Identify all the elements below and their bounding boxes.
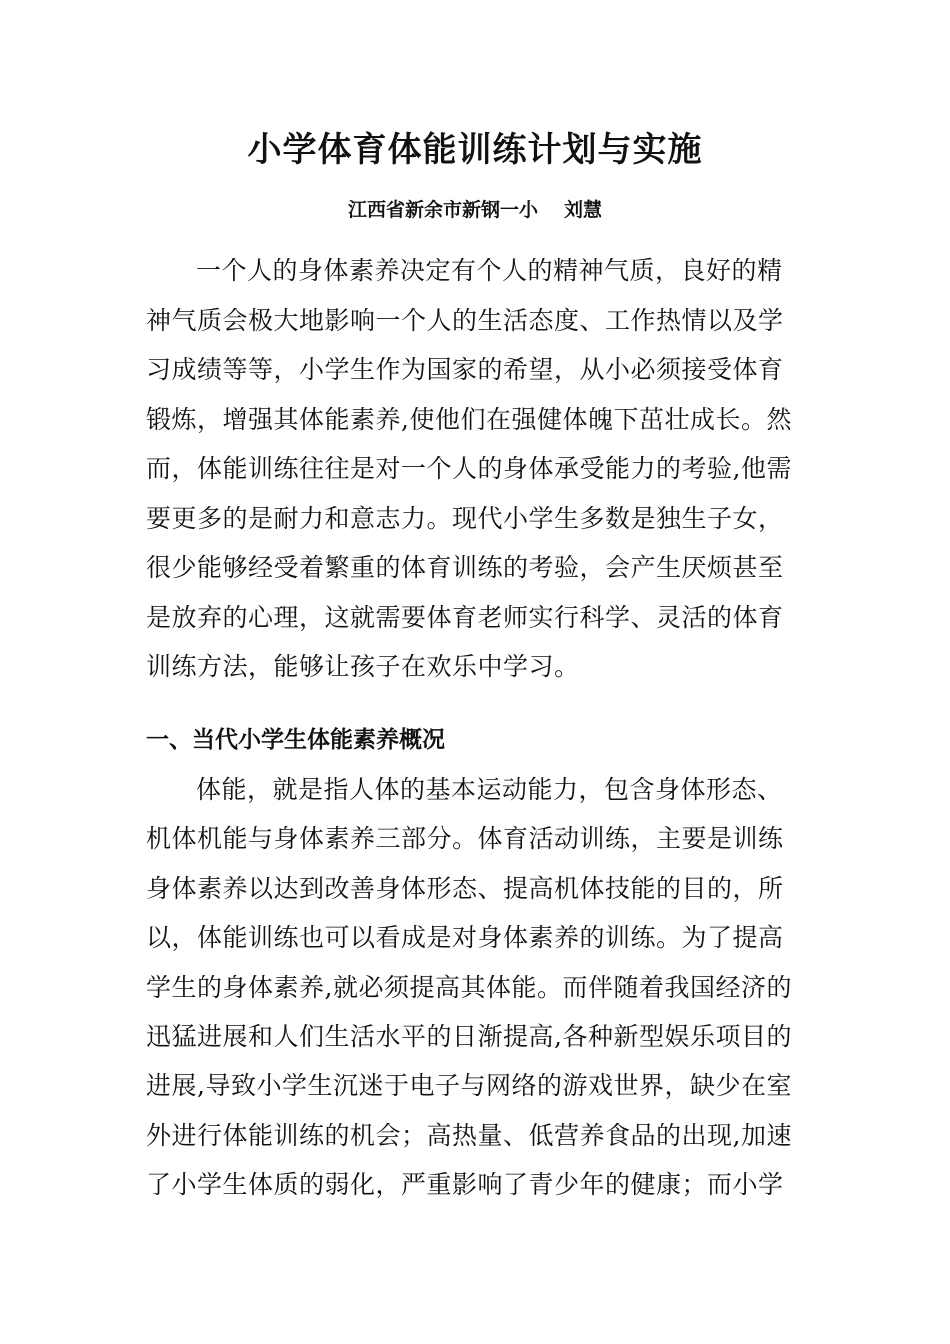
intro-line: 神气质会极大地影响一个人的生活态度、工作热情以及学: [146, 306, 784, 335]
intro-line: 是放弃的心理，这就需要体育老师实行科学、灵活的体育: [146, 603, 784, 632]
intro-line: 而，体能训练往往是对一个人的身体承受能力的考验,他需: [146, 454, 792, 483]
section-line: 以，体能训练也可以看成是对身体素养的训练。为了提高: [146, 923, 784, 952]
section-line: 体能，就是指人体的基本运动能力，包含身体形态、: [196, 775, 783, 804]
section-heading: 一、当代小学生体能素养概况: [146, 727, 445, 753]
section-line: 迅猛进展和人们生活水平的日渐提高,各种新型娱乐项目的: [146, 1022, 792, 1051]
section-line: 身体素养以达到改善身体形态、提高机体技能的目的，所: [146, 874, 784, 903]
section-line: 了小学生体质的弱化，严重影响了青少年的健康；而小学: [146, 1170, 784, 1199]
section-line: 外进行体能训练的机会；高热量、低营养食品的出现,加速: [146, 1121, 792, 1150]
author-line: [0, 194, 950, 226]
intro-line: 很少能够经受着繁重的体育训练的考验，会产生厌烦甚至: [146, 553, 784, 582]
intro-line: 一个人的身体素养决定有个人的精神气质，良好的精: [196, 256, 783, 285]
section-line: 学生的身体素养,就必须提高其体能。而伴随着我国经济的: [146, 973, 792, 1002]
intro-line: 要更多的是耐力和意志力。现代小学生多数是独生子女，: [146, 504, 784, 533]
document-title: 小学体育体能训练计划与实施: [247, 130, 703, 170]
section-line: 进展,导致小学生沉迷于电子与网络的游戏世界，缺少在室: [146, 1071, 792, 1100]
author-affiliation: 江西省新余市新钢一小: [347, 199, 538, 221]
intro-line: 锻炼，增强其体能素养,使他们在强健体魄下茁壮成长。然: [146, 405, 792, 434]
author-name: 刘慧: [564, 199, 603, 221]
intro-line: 习成绩等等，小学生作为国家的希望，从小必须接受体育: [146, 355, 784, 384]
intro-line: 训练方法，能够让孩子在欢乐中学习。: [146, 652, 580, 681]
section-line: 机体机能与身体素养三部分。体育活动训练，主要是训练: [146, 824, 784, 853]
